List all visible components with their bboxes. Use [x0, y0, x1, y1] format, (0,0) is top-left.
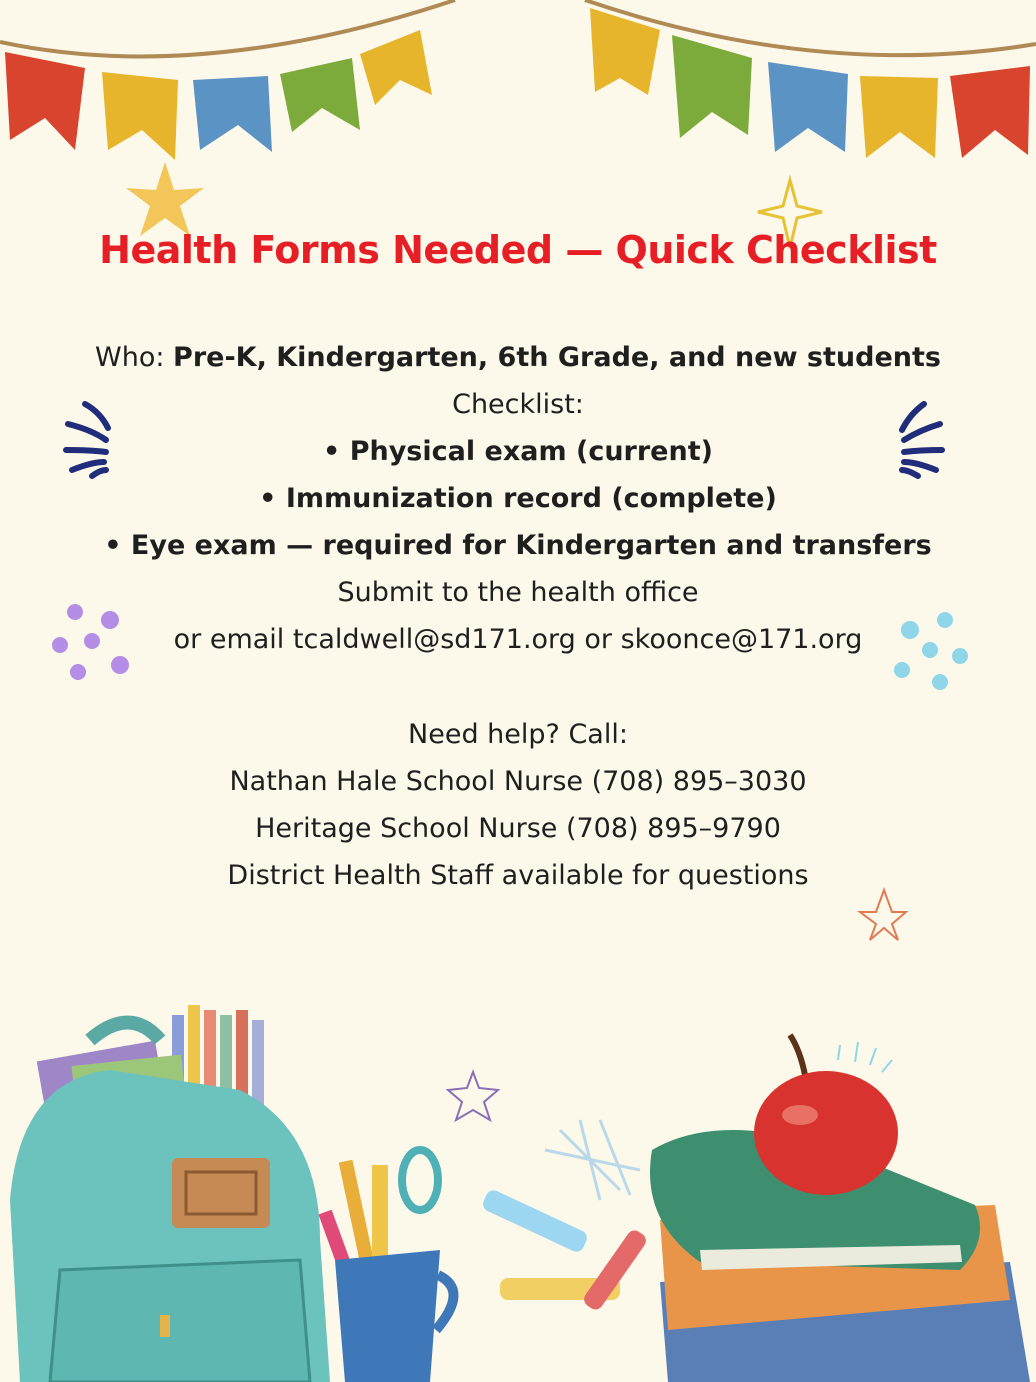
who-value: Pre-K, Kindergarten, 6th Grade, and new students: [173, 342, 941, 373]
help-heading: Need help? Call:: [408, 719, 628, 750]
checklist-section: [0, 334, 1036, 663]
checklist-item-eye-exam: • Eye exam — required for Kindergarten and transfers: [104, 530, 932, 561]
bunting-banner-right: [585, 0, 1036, 158]
checklist-item-physical-exam: • Physical exam (current): [323, 436, 713, 467]
backpack-illustration: [10, 1005, 330, 1382]
crayons-illustration: [481, 1188, 649, 1313]
checklist-label: Checklist:: [452, 389, 584, 420]
submit-line: Submit to the health office: [337, 577, 699, 608]
pencil-cup-illustration: [318, 1150, 453, 1382]
checklist-item-immunization-record: • Immunization record (complete): [259, 483, 777, 514]
email-line: or email tcaldwell@sd171.org or skoonce@171.org: [173, 624, 863, 655]
help-section: [0, 711, 1036, 899]
star-icon: [126, 162, 204, 236]
contact-nathan-hale-nurse: Nathan Hale School Nurse (708) 895–3030: [229, 766, 807, 797]
doodle-lines: [545, 1120, 640, 1200]
apple-illustration: [754, 1035, 898, 1195]
contact-district-health-staff: District Health Staff available for questions: [227, 860, 809, 891]
who-label: Who:: [95, 342, 174, 373]
bunting-banner-left: [0, 0, 455, 160]
contact-heritage-nurse: Heritage School Nurse (708) 895–9790: [255, 813, 781, 844]
star-icon: [448, 1072, 498, 1120]
who-line: [0, 334, 1036, 381]
page-title: Health Forms Needed — Quick Checklist: [99, 228, 937, 272]
